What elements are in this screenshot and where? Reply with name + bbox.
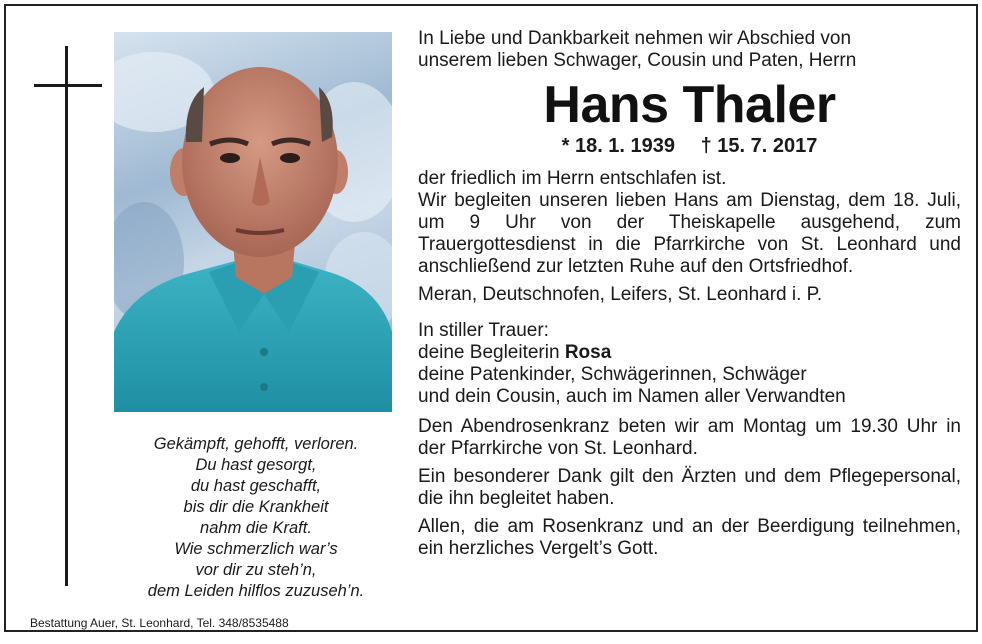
poem-line: dem Leiden hilflos zuzuseh’n. <box>147 582 365 600</box>
mourning-heading: In stiller Trauer: <box>418 320 549 341</box>
life-dates <box>418 134 961 158</box>
latin-cross-icon <box>34 46 102 586</box>
poem-line: Wie schmerzlich war’s <box>174 540 338 558</box>
rosary-notice: Den Abendrosenkranz beten wir am Montag um 19.30 Uhr in der Pfarrkirche von St. Leonhard. <box>418 416 961 459</box>
poem-line: Gekämpft, gehofft, verloren. <box>153 435 359 453</box>
godchildren-line: deine Patenkinder, Schwägerinnen, Schwäger <box>418 364 807 385</box>
funeral-details: Wir begleiten unseren lieben Hans am Dienstag, dem 18. Juli, um 9 Uhr von der Theiskapelle ausgehend, zum Trauergottesdienst in die Pfarrkirche von St. Leonhard und anschließend zur letzten Ruhe auf den Ortsfriedhof. <box>418 190 961 277</box>
thanks-doctors: Ein besonderer Dank gilt den Ärzten und dem Pflegepersonal, die ihn begleitet haben. <box>418 466 961 509</box>
birth-date: * 18. 1. 1939 <box>561 135 676 157</box>
cross-vertical-bar <box>65 46 68 586</box>
cross-horizontal-bar <box>34 84 102 87</box>
cousin-line: und dein Cousin, auch im Namen aller Verwandten <box>418 386 846 407</box>
deceased-name: Hans Thaler <box>543 76 836 134</box>
poem-line: du hast geschafft, <box>190 477 322 495</box>
announcement-text <box>418 28 961 560</box>
portrait-photo <box>114 32 392 412</box>
poem-line: vor dir zu steh’n, <box>195 561 317 579</box>
portrait-illustration <box>114 32 392 412</box>
memorial-poem <box>106 434 406 602</box>
companion-name: Rosa <box>564 342 612 363</box>
intro-line: In Liebe und Dankbarkeit nehmen wir Abschied von <box>418 28 852 49</box>
companion-prefix: deine Begleiterin <box>418 342 565 363</box>
death-date: † 15. 7. 2017 <box>700 135 818 157</box>
obituary-notice <box>4 4 978 632</box>
funeral-home-contact: Bestattung Auer, St. Leonhard, Tel. 348/8535488 <box>30 616 289 630</box>
poem-line: bis dir die Krankheit <box>183 498 329 516</box>
body-line: der friedlich im Herrn entschlafen ist. <box>418 168 727 189</box>
mourner-places: Meran, Deutschnofen, Leifers, St. Leonhard i. P. <box>418 284 823 305</box>
companion-line <box>418 342 961 364</box>
poem-line: Du hast gesorgt, <box>195 456 317 474</box>
intro-line: unserem lieben Schwager, Cousin und Paten, Herrn <box>418 50 857 71</box>
thanks-all: Allen, die am Rosenkranz und an der Beerdigung teilnehmen, ein herzliches Vergelt’s Gott. <box>418 516 961 559</box>
poem-line: nahm die Kraft. <box>200 519 312 537</box>
